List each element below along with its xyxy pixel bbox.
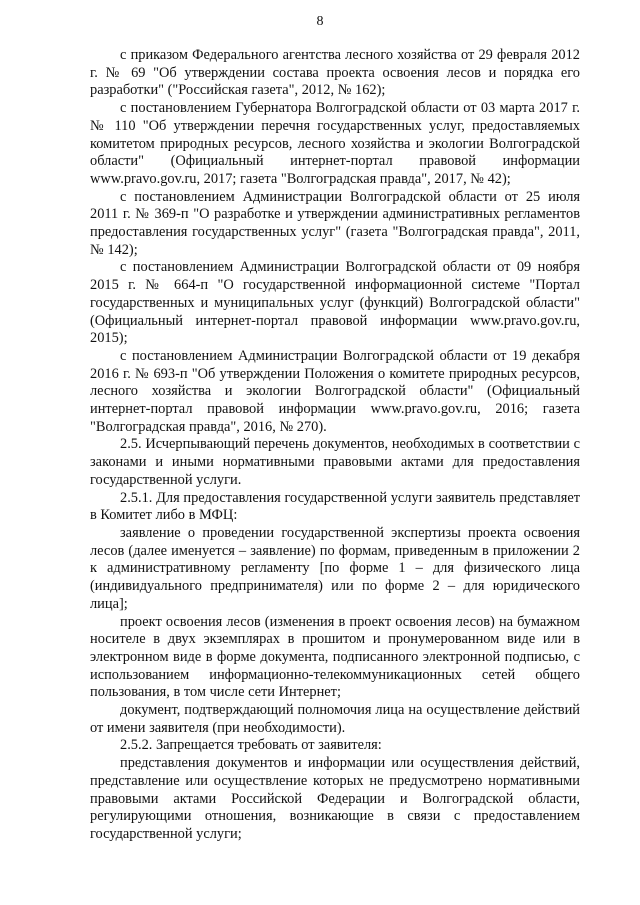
page-number: 8 <box>316 14 324 29</box>
document-body <box>90 47 580 844</box>
paragraph-administration-decree-693p: с постановлением Администрации Волгоградской области от 19 декабря 2016 г. № 693-п "Об утверждении Положения о комитете природных ресурсов, лесного хозяйства и экологии Волгоградской области" (Официальный интернет-портал правовой информации www.pravo.gov.ru, 2016; газета "Волгоградская правда", 2016, № 270). <box>90 347 580 435</box>
paragraph-prohibited-requirements: представления документов и информации или осуществления действий, представление или осуществление которых не предусмотрено нормативными правовыми актами Российской Федерации и Волгоградской области, регулирующими отношения, возникающие в связи с предоставлением государственной услуги; <box>90 755 580 842</box>
paragraph-administration-decree-664p: с постановлением Администрации Волгоградской области от 09 ноября 2015 г. № 664-п "О государственной информационной системе "Портал государственных и муниципальных услуг (функций) Волгоградской области" (Официальный интернет-портал правовой информации www.pravo.gov.ru, 2015); <box>90 259 580 347</box>
paragraph-order-rosleskhoz-69: с приказом Федерального агентства лесного хозяйства от 29 февраля 2012 г. № 69 "Об утверждении состава проекта освоения лесов и порядка его разработки" ("Российская газета", 2012, № 162); <box>90 47 580 99</box>
paragraph-section-2-5-2: 2.5.2. Запрещается требовать от заявителя: <box>120 737 382 754</box>
paragraph-governor-decree-110: с постановлением Губернатора Волгоградской области от 03 марта 2017 г. № 110 "Об утверждении перечня государственных услуг, предоставляемых комитетом природных ресурсов, лесного хозяйства и экологии Волгоградской области" (Официальный интернет-портал правовой информации www.pravo.gov.ru, 2017; газета "Волгоградская правда", 2017, № 42); <box>90 100 580 187</box>
paragraph-section-2-5: 2.5. Исчерпывающий перечень документов, необходимых в соответствии с законами и иными нормативными правовыми актами для предоставления государственной услуги. <box>90 436 580 488</box>
paragraph-forest-project-item: проект освоения лесов (изменения в проект освоения лесов) на бумажном носителе в двух экземплярах в прошитом и пронумерованном виде или в электронном виде в форме документа, подписанного электронной подписью, с использованием информационно-телекоммуникационных сетей общего пользования, в том числе сети Интернет; <box>90 613 580 701</box>
paragraph-authority-document-item: документ, подтверждающий полномочия лица на осуществление действий от имени заявителя (при необходимости). <box>90 702 580 736</box>
paragraph-section-2-5-1: 2.5.1. Для предоставления государственной услуги заявитель представляет в Комитет либо в МФЦ: <box>90 489 580 524</box>
paragraph-application-item: заявление о проведении государственной экспертизы проекта освоения лесов (далее именуется – заявление) по формам, приведенным в приложении 2 к административному регламенту [по форме 1 – для физического лица (индивидуального предпринимателя) или по форме 2 – для юридического лица]; <box>90 524 580 612</box>
paragraph-administration-decree-369p: с постановлением Администрации Волгоградской области от 25 июля 2011 г. № 369-п "О разработке и утверждении административных регламентов предоставления государственных услуг" (газета "Волгоградская правда", 2011, № 142); <box>90 188 580 258</box>
